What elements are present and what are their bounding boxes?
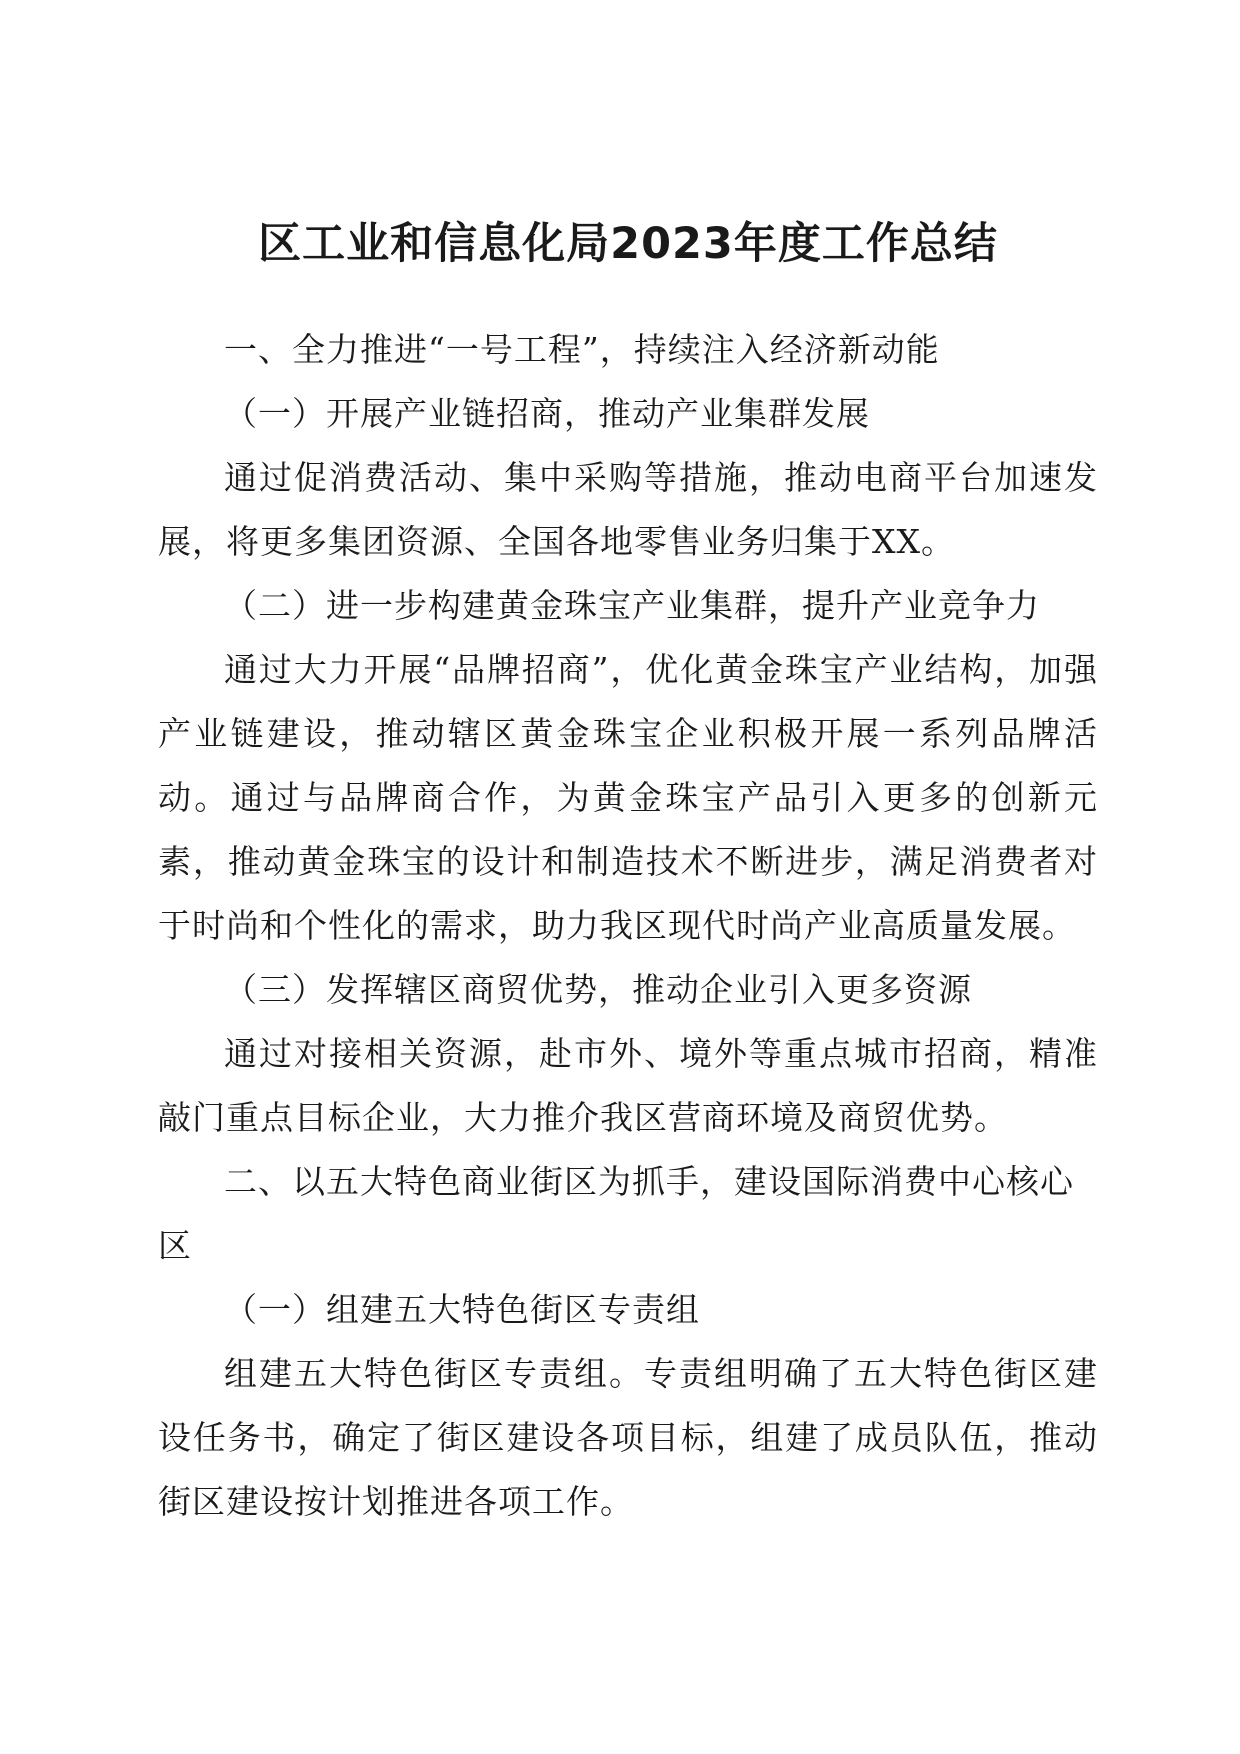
section-2-1-paragraph: 组建五大特色街区专责组。专责组明确了五大特色街区建设任务书，确定了街区建设各项目标，组建了成员队伍，推动街区建设按计划推进各项工作。 — [158, 1354, 1098, 1521]
section-1-heading: 一、全力推进“一号工程”，持续注入经济新动能 — [224, 330, 940, 369]
section-2-heading: 二、以五大特色商业街区为抓手，建设国际消费中心核心区 — [158, 1162, 1074, 1265]
section-1-1-paragraph: 通过促消费活动、集中采购等措施，推动电商平台加速发展，将更多集团资源、全国各地零售业务归集于XX。 — [158, 458, 1098, 561]
section-2-1-heading: （一）组建五大特色街区专责组 — [224, 1290, 700, 1329]
document-page — [158, 0, 1098, 1754]
document-title: 区工业和信息化局2023年度工作总结 — [258, 219, 998, 269]
section-1-1-heading: （一）开展产业链招商，推动产业集群发展 — [224, 394, 870, 433]
document-body — [158, 318, 1098, 1534]
section-1-2-paragraph: 通过大力开展“品牌招商”，优化黄金珠宝产业结构，加强产业链建设，推动辖区黄金珠宝企业积极开展一系列品牌活动。通过与品牌商合作，为黄金珠宝产品引入更多的创新元素，推动黄金珠宝的设计和制造技术不断进步，满足消费者对于时尚和个性化的需求，助力我区现代时尚产业高质量发展。 — [158, 650, 1098, 945]
section-1-3-heading: （三）发挥辖区商贸优势，推动企业引入更多资源 — [224, 970, 972, 1009]
section-1-3-paragraph: 通过对接相关资源，赴市外、境外等重点城市招商，精准敲门重点目标企业，大力推介我区营商环境及商贸优势。 — [158, 1034, 1098, 1137]
section-1-2-heading: （二）进一步构建黄金珠宝产业集群，提升产业竞争力 — [224, 586, 1040, 625]
